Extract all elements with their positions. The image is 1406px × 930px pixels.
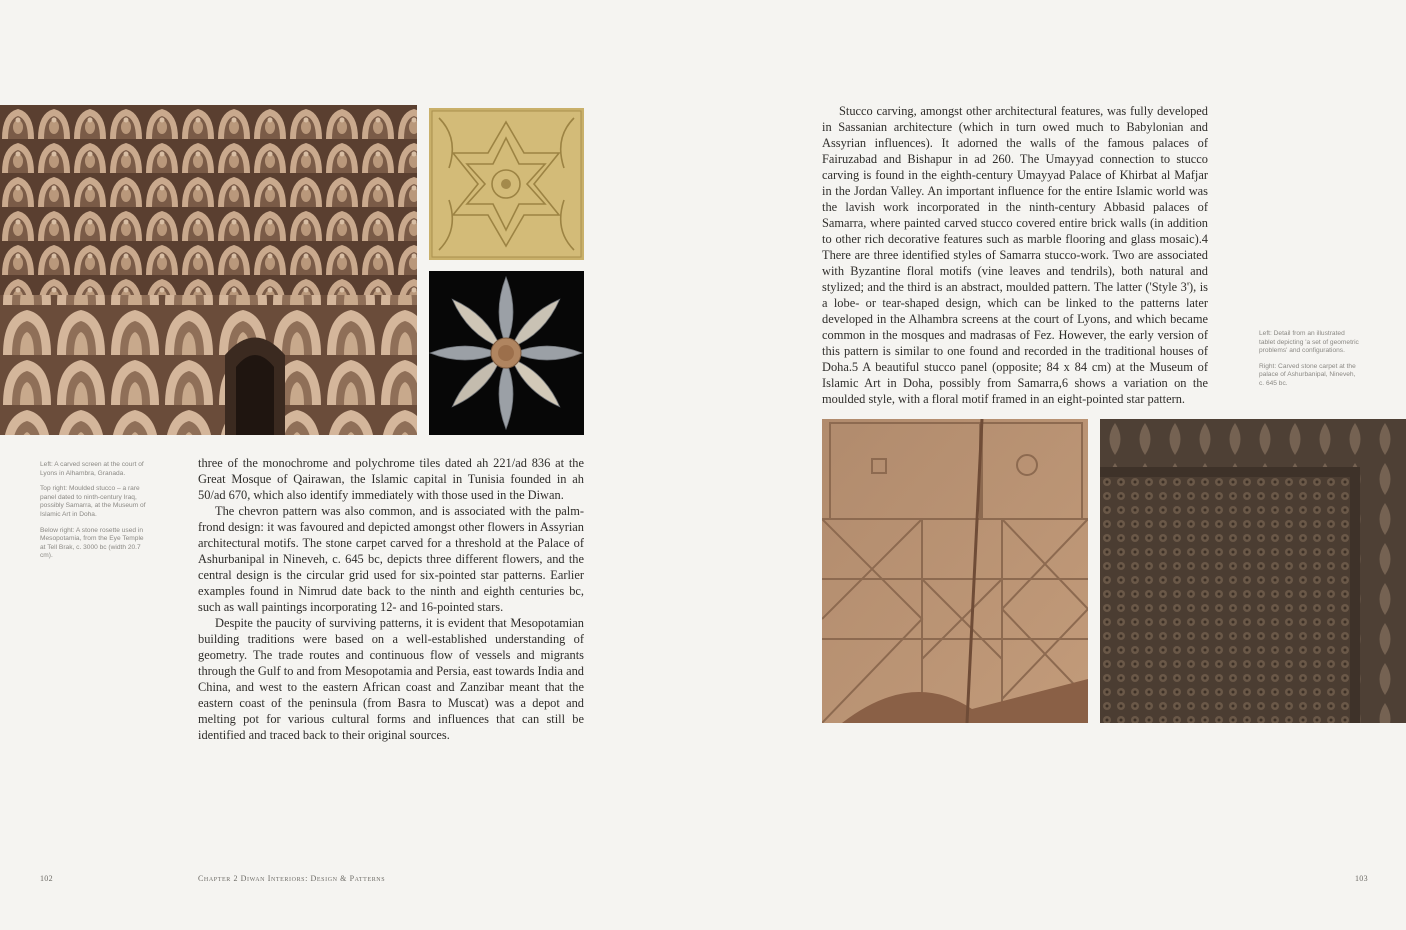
illustrated-tablet-image: [822, 419, 1088, 723]
caption-left-image: Left: A carved screen at the court of Lyons in Alhambra, Granada.: [40, 461, 144, 477]
left-body-text: [198, 455, 584, 743]
caption-tablet-image: Left: Detail from an illustrated tablet depicting 'a set of geometric problems' and configurations.: [1259, 330, 1359, 355]
running-head: Chapter 2 Diwan Interiors: Design & Patterns: [198, 874, 386, 883]
right-caption-block: [1259, 330, 1359, 396]
caption-below-right-image: Below right: A stone rosette used in Mesopotamia, from the Eye Temple at Tell Brak, c. 3000 bc (width 20.7 cm).: [40, 526, 144, 560]
left-folio: 102: [40, 874, 53, 883]
stone-rosette-image: [429, 271, 584, 435]
right-body-text: [822, 103, 1208, 407]
caption-stone-carpet-image: Right: Carved stone carpet at the palace of Ashurbanipal, Nineveh, c. 645 bc.: [1259, 362, 1356, 387]
caption-top-right-image: Top right: Moulded stucco – a rare panel dated to ninth-century Iraq, possibly Samarra, at the Museum of Islamic Art in Doha.: [40, 485, 146, 518]
left-caption-block: [40, 461, 150, 568]
left-paragraph-2: The chevron pattern was also common, and is associated with the palm-frond design: it was favoured and depicted amongst other flowers in Assyrian architectural motifs. The stone carpet carved for a threshold at the Palace of Ashurbanipal in Nineveh, c. 645 bc, depicts three different flowers, and the central design is the circular grid used for six-pointed star patterns. Earlier examples found in Nimrud date back to the ninth and eighth centuries bc, such as wall paintings incorporating 12- and 16-pointed stars.: [198, 504, 584, 614]
stone-carpet-image: [1100, 419, 1406, 723]
left-paragraph-3: Despite the paucity of surviving patterns, it is evident that Mesopotamian building traditions were based on a well-established understanding of geometry. The trade routes and continuous flow of vessels and migrants through the Gulf to and from Mesopotamia and Persia, east towards India and China, and west to the eastern African coast and Zanzibar meant that the eastern coast of the peninsula (from Basra to Muscat) was a depot and melting pot for various cultural forms and influences that can still be identified and traced back to their original sources.: [198, 616, 584, 742]
right-folio: 103: [1355, 874, 1368, 883]
left-paragraph-1: three of the monochrome and polychrome tiles dated ah 221/ad 836 at the Great Mosque of Qairawan, the Islamic capital in Tunisia founded in ah 50/ad 670, which also identify immediately with those used in the Diwan.: [198, 456, 584, 502]
moulded-stucco-image: [429, 108, 584, 260]
carved-screen-image: [0, 105, 417, 435]
right-paragraph-1: Stucco carving, amongst other architectural features, was fully developed in Sassanian architecture (which in turn owed much to Babylonian and Assyrian influences). It adorned the walls of the famous palaces of Fairuzabad and Bishapur in ad 260. The Umayyad connection to stucco carving is found in the eighth-century Umayyad Palace of Khirbat al Mafjar in the Jordan Valley. An important influence for the entire Islamic world was the lavish work incorporated in the ninth-century Abbasid palaces of Samarra, where painted carved stucco covered entire brick walls (in addition to other rich decorative features such as marble flooring and glass mosaic).4 There are three identified styles of Samarra stucco-work. Two are associated with Byzantine floral motifs (vine leaves and tendrils), both natural and stylized; and the third is an abstract, moulded pattern. The latter ('Style 3'), is a lobe- or tear-shaped design, which can be linked to the patterns later developed in the Alhambra screens at the court of Lyons, and which became common in the mosques and madrasas of Fez. However, the early version of this pattern is similar to one found and recorded in the traditional houses of Doha.5 A beautiful stucco panel (opposite; 84 x 84 cm) at the Museum of Islamic Art in Doha, possibly from Samarra,6 shows a variation on the moulded style, with a floral motif framed in an eight-pointed star pattern.: [822, 104, 1208, 406]
